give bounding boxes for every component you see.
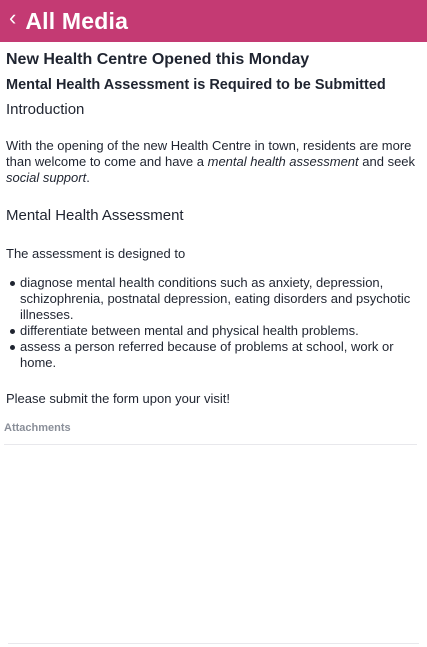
bottom-divider bbox=[8, 643, 419, 644]
social-support-text: social support bbox=[6, 170, 87, 185]
intro-text-1: With the opening of the new bbox=[6, 138, 171, 153]
article-subheadline: Mental Health Assessment is Required to be Submitted bbox=[6, 77, 386, 93]
intro-text-4: . bbox=[86, 170, 90, 185]
app-header bbox=[0, 0, 427, 42]
attachments-label: Attachments bbox=[4, 422, 71, 434]
list-item: assess a person referred because of problems at school, work or home. bbox=[6, 339, 419, 371]
section-heading: Mental Health Assessment bbox=[6, 207, 184, 224]
list-item: differentiate between mental and physical health problems. bbox=[6, 323, 419, 339]
header-title: All Media bbox=[25, 7, 129, 34]
assessment-bullet-list bbox=[6, 275, 419, 371]
health-centre-text: Health Centre bbox=[170, 138, 251, 153]
closing-text: Please submit the form upon your visit! bbox=[6, 391, 230, 406]
article-headline: New Health Centre Opened this Monday bbox=[6, 51, 310, 68]
intro-heading: Introduction bbox=[6, 101, 85, 118]
intro-text-3: and seek bbox=[358, 154, 416, 169]
section-intro: The assessment is designed to bbox=[6, 246, 186, 261]
intro-text-2: in town, residents are more than welcome to come and have a bbox=[6, 138, 412, 169]
article-content bbox=[0, 50, 427, 406]
intro-paragraph bbox=[6, 138, 419, 186]
mental-health-assessment-text: mental health assessment bbox=[207, 154, 359, 169]
attachments-divider bbox=[4, 444, 417, 445]
list-item: diagnose mental health conditions such as anxiety, depression, schizophrenia, postnatal depression, eating disorders and psychotic illnesses. bbox=[6, 275, 419, 323]
chevron-left-icon[interactable]: ‹ bbox=[9, 5, 17, 30]
